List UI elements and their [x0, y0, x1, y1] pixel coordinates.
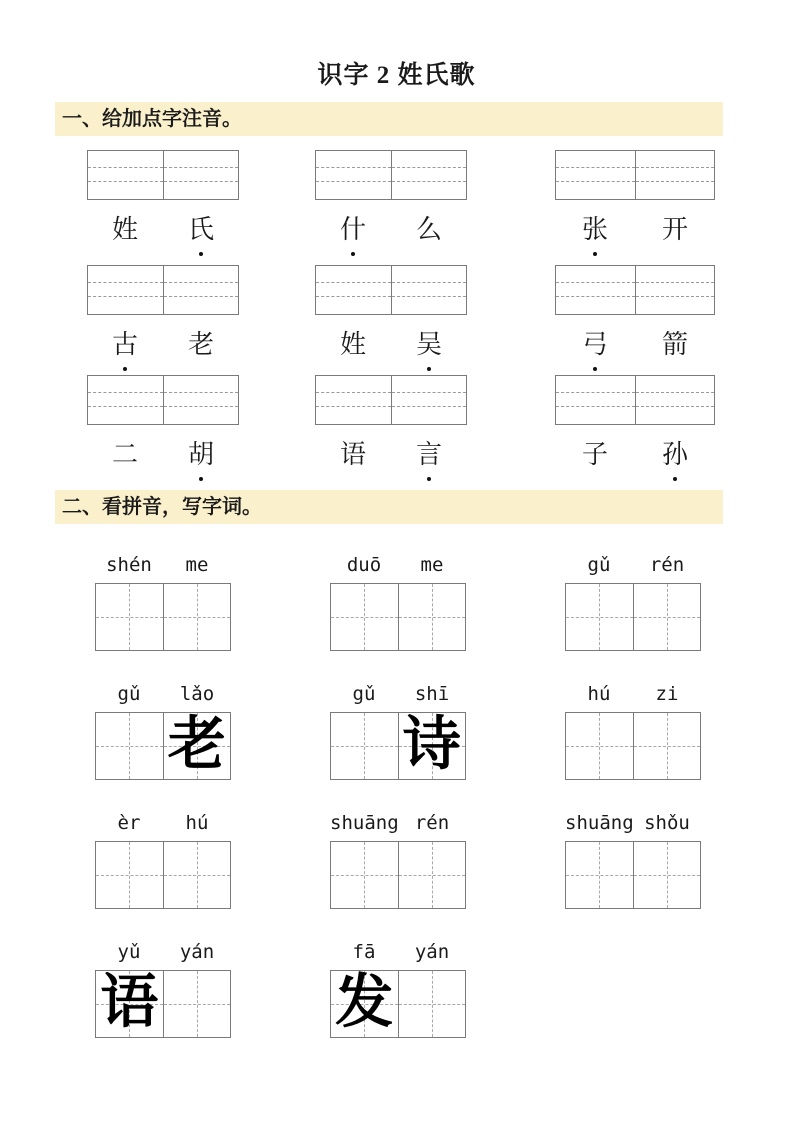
pinyin-label	[95, 939, 231, 965]
writing-cell	[96, 584, 163, 650]
character: 箭	[661, 330, 688, 359]
pinyin-writing-grid	[555, 265, 715, 315]
writing-cell	[633, 713, 701, 779]
character-with-mark	[163, 214, 239, 248]
pinyin-writing-grid	[555, 150, 715, 200]
pinyin-syllable: shuāng	[330, 812, 399, 834]
character-with-mark	[391, 214, 467, 248]
character: 胡	[187, 440, 214, 469]
pinyin-writing-grid	[87, 265, 239, 315]
character: 什	[339, 215, 366, 244]
writing-group	[95, 552, 231, 651]
character-with-mark	[555, 214, 635, 248]
character: 张	[581, 215, 608, 244]
character-with-mark	[87, 214, 163, 248]
pinyin-grid-cell	[556, 376, 635, 424]
written-character: 老	[167, 711, 226, 777]
character-pair	[87, 329, 239, 363]
character-writing-grid	[565, 841, 701, 909]
emphasis-dot-icon	[593, 252, 597, 256]
character-writing-grid	[330, 712, 466, 780]
character-with-mark	[163, 329, 239, 363]
character: 古	[111, 330, 138, 359]
writing-cell	[331, 842, 398, 908]
pinyin-label	[95, 810, 231, 836]
writing-cell	[398, 842, 466, 908]
pinyin-syllable: gǔ	[352, 683, 376, 705]
character: 弓	[581, 330, 608, 359]
section2-heading: 二、看拼音，写字词。	[55, 490, 723, 524]
pinyin-writing-grid	[315, 150, 467, 200]
pinyin-syllable: shuāng	[565, 812, 634, 834]
character-pair	[555, 214, 715, 248]
character-with-mark	[391, 439, 467, 473]
written-character: 诗	[402, 711, 461, 777]
pinyin-syllable: me	[420, 554, 444, 576]
writing-group	[330, 939, 466, 1038]
emphasis-dot-icon	[427, 367, 431, 371]
pinyin-grid-cell	[635, 376, 715, 424]
writing-cell	[566, 842, 633, 908]
pinyin-syllable: yán	[179, 941, 215, 963]
pinyin-syllable: duō	[346, 554, 382, 576]
pinyin-label	[95, 681, 231, 707]
writing-cell	[331, 713, 398, 779]
character-with-mark	[391, 329, 467, 363]
pinyin-syllable: lǎo	[179, 683, 215, 705]
pinyin-writing-grid	[315, 375, 467, 425]
pinyin-syllable: rén	[649, 554, 685, 576]
section1-heading: 一、给加点字注音。	[55, 102, 723, 136]
pinyin-syllable: zi	[655, 683, 679, 705]
emphasis-dot-icon	[427, 477, 431, 481]
pinyin-syllable: hú	[587, 683, 611, 705]
annotation-group	[87, 150, 239, 248]
character-with-mark	[635, 439, 715, 473]
writing-cell	[633, 842, 701, 908]
character: 吴	[415, 330, 442, 359]
character-with-mark	[163, 439, 239, 473]
pinyin-grid-cell	[635, 151, 715, 199]
pinyin-writing-grid	[315, 265, 467, 315]
annotation-group	[315, 265, 467, 363]
character: 氏	[187, 215, 214, 244]
pinyin-grid-cell	[88, 151, 163, 199]
character-writing-grid	[330, 970, 466, 1038]
pinyin-grid-cell	[88, 376, 163, 424]
character-writing-grid	[330, 583, 466, 651]
pinyin-grid-cell	[163, 266, 239, 314]
pinyin-syllable: shén	[106, 554, 152, 576]
writing-cell	[398, 713, 466, 779]
writing-cell	[163, 713, 231, 779]
pinyin-syllable: èr	[117, 812, 141, 834]
character-writing-grid	[95, 583, 231, 651]
written-character: 发	[335, 969, 394, 1035]
character: 老	[187, 330, 214, 359]
character: 开	[661, 215, 688, 244]
pinyin-grid-cell	[316, 376, 391, 424]
annotation-group	[315, 375, 467, 473]
character: 语	[339, 440, 366, 469]
character-writing-grid	[565, 712, 701, 780]
pinyin-syllable: shī	[414, 683, 450, 705]
pinyin-grid-cell	[635, 266, 715, 314]
writing-group	[565, 681, 701, 780]
annotation-group	[555, 265, 715, 363]
character-with-mark	[87, 329, 163, 363]
pinyin-grid-cell	[556, 266, 635, 314]
pinyin-label	[330, 681, 466, 707]
character-writing-grid	[330, 841, 466, 909]
character: 孙	[661, 440, 688, 469]
writing-group	[95, 939, 231, 1038]
annotation-group	[555, 150, 715, 248]
emphasis-dot-icon	[199, 252, 203, 256]
pinyin-grid-cell	[316, 151, 391, 199]
writing-cell	[633, 584, 701, 650]
character: 么	[415, 215, 442, 244]
writing-cell	[96, 842, 163, 908]
character-pair	[315, 439, 467, 473]
pinyin-grid-cell	[316, 266, 391, 314]
character-pair	[315, 214, 467, 248]
writing-cell	[331, 584, 398, 650]
pinyin-syllable: me	[185, 554, 209, 576]
pinyin-grid-cell	[556, 151, 635, 199]
writing-cell	[163, 971, 231, 1037]
character: 姓	[339, 330, 366, 359]
character-pair	[87, 439, 239, 473]
character-pair	[555, 439, 715, 473]
pinyin-label	[330, 552, 466, 578]
writing-group	[95, 810, 231, 909]
character-writing-grid	[565, 583, 701, 651]
character-with-mark	[555, 439, 635, 473]
pinyin-grid-cell	[88, 266, 163, 314]
pinyin-syllable: shǒu	[644, 812, 690, 834]
character: 子	[581, 440, 608, 469]
page-title: 识字 2 姓氏歌	[317, 62, 476, 89]
writing-cell	[96, 971, 163, 1037]
pinyin-grid-cell	[391, 151, 467, 199]
character-with-mark	[315, 329, 391, 363]
character: 二	[111, 440, 138, 469]
emphasis-dot-icon	[351, 252, 355, 256]
character-pair	[87, 214, 239, 248]
annotation-group	[87, 265, 239, 363]
pinyin-grid-cell	[163, 151, 239, 199]
character-with-mark	[635, 329, 715, 363]
pinyin-grid-cell	[391, 376, 467, 424]
writing-group	[565, 552, 701, 651]
character-writing-grid	[95, 712, 231, 780]
character-pair	[315, 329, 467, 363]
character-with-mark	[555, 329, 635, 363]
character-with-mark	[315, 214, 391, 248]
character: 姓	[111, 215, 138, 244]
emphasis-dot-icon	[593, 367, 597, 371]
pinyin-syllable: yán	[414, 941, 450, 963]
character-writing-grid	[95, 841, 231, 909]
writing-group	[330, 552, 466, 651]
character: 言	[415, 440, 442, 469]
pinyin-grid-cell	[163, 376, 239, 424]
character-writing-grid	[95, 970, 231, 1038]
annotation-group	[315, 150, 467, 248]
annotation-group	[87, 375, 239, 473]
character-with-mark	[315, 439, 391, 473]
writing-group	[330, 681, 466, 780]
writing-cell	[163, 584, 231, 650]
emphasis-dot-icon	[673, 477, 677, 481]
written-character: 语	[100, 969, 159, 1035]
writing-group	[565, 810, 701, 909]
character-with-mark	[87, 439, 163, 473]
emphasis-dot-icon	[123, 367, 127, 371]
pinyin-label	[95, 552, 231, 578]
pinyin-label	[565, 552, 701, 578]
writing-cell	[566, 584, 633, 650]
writing-cell	[398, 971, 466, 1037]
pinyin-syllable: fā	[352, 941, 376, 963]
pinyin-syllable: yǔ	[117, 941, 141, 963]
pinyin-label	[330, 810, 466, 836]
pinyin-syllable: hú	[185, 812, 209, 834]
writing-group	[330, 810, 466, 909]
pinyin-syllable: gǔ	[587, 554, 611, 576]
writing-cell	[566, 713, 633, 779]
writing-cell	[331, 971, 398, 1037]
character-pair	[555, 329, 715, 363]
writing-group	[95, 681, 231, 780]
pinyin-label	[565, 810, 701, 836]
annotation-group	[555, 375, 715, 473]
writing-cell	[398, 584, 466, 650]
pinyin-grid-cell	[391, 266, 467, 314]
writing-cell	[96, 713, 163, 779]
writing-cell	[163, 842, 231, 908]
character-with-mark	[635, 214, 715, 248]
pinyin-syllable: gǔ	[117, 683, 141, 705]
pinyin-writing-grid	[87, 150, 239, 200]
pinyin-label	[330, 939, 466, 965]
emphasis-dot-icon	[199, 477, 203, 481]
pinyin-writing-grid	[87, 375, 239, 425]
pinyin-writing-grid	[555, 375, 715, 425]
pinyin-syllable: rén	[414, 812, 450, 834]
pinyin-label	[565, 681, 701, 707]
